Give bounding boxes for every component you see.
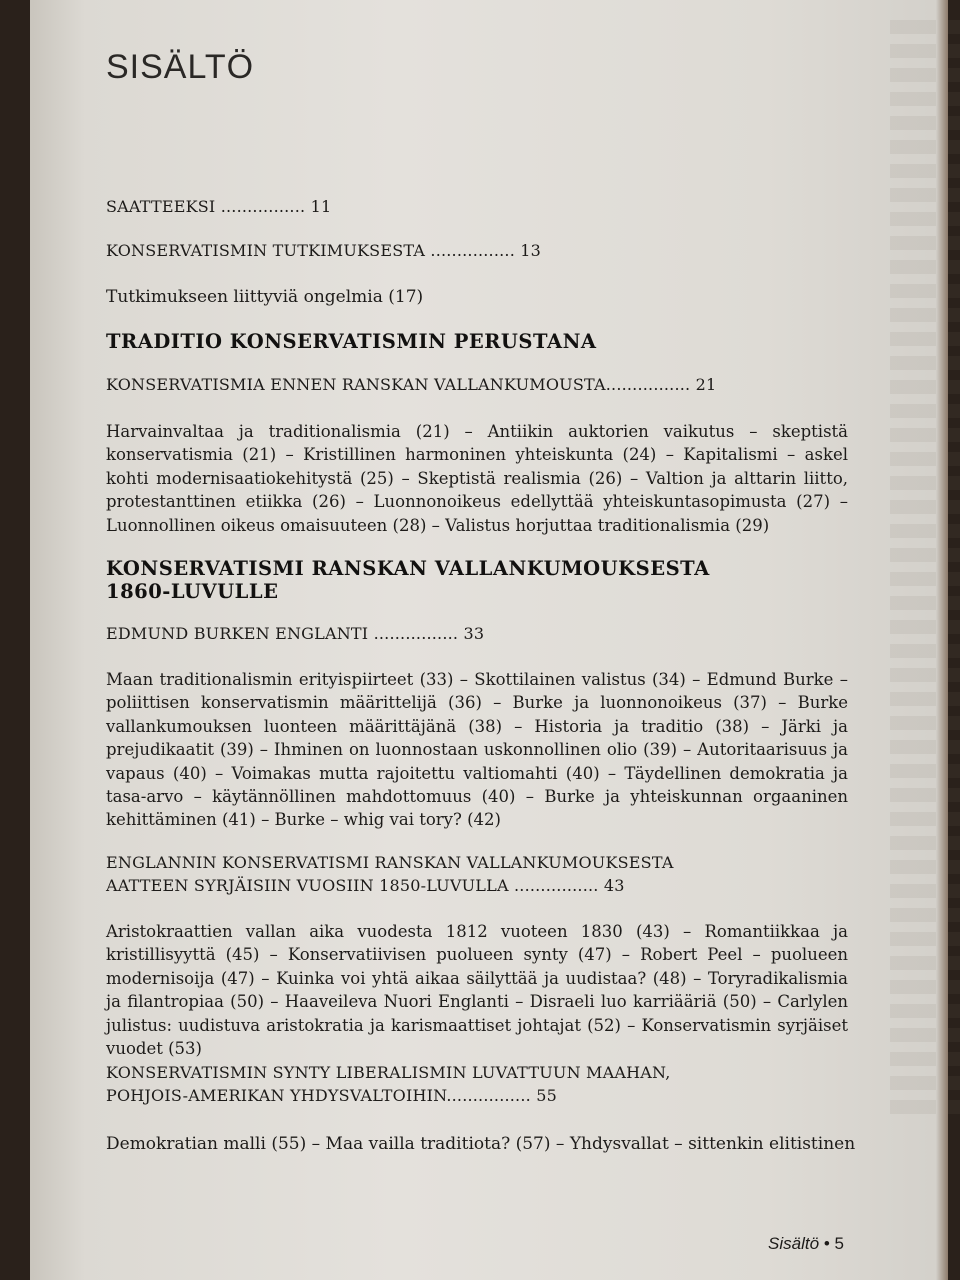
toc-entry-englanti-line1: ENGLANNIN KONSERVATISMI RANSKAN VALLANKUMOUKSESTA (106, 853, 674, 872)
page-title: SISÄLTÖ (106, 48, 255, 86)
toc-subtopics-yhdysvallat: Demokratian malli (55) – Maa vailla traditiota? (57) – Yhdysvallat – sittenkin elitistinen (106, 1134, 856, 1154)
book-page (30, 0, 948, 1280)
toc-entry-burke: EDMUND BURKEN ENGLANTI ................ 33 (106, 624, 485, 643)
toc-entry-englanti-line2: AATTEEN SYRJÄISIIN VUOSIIN 1850-LUVULLA ................ 43 (106, 876, 625, 895)
page-edge (936, 0, 948, 1280)
part-heading-traditio: TRADITIO KONSERVATISMIN PERUSTANA (106, 330, 597, 353)
page-number: 5 (834, 1234, 844, 1253)
show-through-text (890, 20, 960, 1120)
running-footer-section: Sisältö (768, 1234, 820, 1253)
toc-entry-yhdysvallat-line2: POHJOIS-AMERIKAN YHDYSVALTOIHIN................ 55 (106, 1086, 557, 1105)
toc-subtopics-englanti: Aristokraattien vallan aika vuodesta 1812 vuoteen 1830 (43) – Romantiikkaa ja kristillisyyttä (45) – Konservatiivisen puolueen synty (47) – Robert Peel – puolueen modernisoija (47) – Kuinka voi yhtä aikaa säilyttää ja uudistaa? (48) – Toryradikalismia ja filantropiaa (50) – Haaveileva Nuori Englanti – Disraeli luo karriääriä (50) – Carlylen julistus: uudistuva aristokratia ja karismaattiset johtajat (52) – Konservatismin syrjäiset vuodet (53) (106, 922, 848, 1059)
footer-bullet: • (823, 1234, 830, 1253)
toc-entry-saatteeksi: SAATTEEKSI ................ 11 (106, 197, 332, 216)
toc-subtopics-ennen-vallankumousta: Harvainvaltaa ja traditionalismia (21) – Antiikin auktorien vaikutus – skeptistä konservatismia (21) – Kristillinen harmoninen yhteiskunta (24) – Kapitalismi – askel kohti modernisaatiokehitystä (25) – Skeptistä realismia (26) – Valtion ja alttarin liitto, protestanttinen etiikka (26) – Luonnonoikeus edellyttää yhteiskuntasopimusta (27) – Luonnollinen oikeus omaisuuteen (28) – Valistus horjuttaa traditionalismia (29) (106, 422, 848, 535)
toc-entry-yhdysvallat-line1: KONSERVATISMIN SYNTY LIBERALISMIN LUVATTUUN MAAHAN, (106, 1063, 671, 1082)
toc-entry-tutkimuksesta: KONSERVATISMIN TUTKIMUKSESTA ................ 13 (106, 241, 542, 260)
page-footer (768, 1234, 844, 1254)
part-heading-ranskan-vallankumouksesta-line2: 1860-LUVULLE (106, 580, 279, 603)
toc-entry-ennen-vallankumousta: KONSERVATISMIA ENNEN RANSKAN VALLANKUMOUSTA................ 21 (106, 375, 717, 394)
toc-subtopics-tutkimus: Tutkimukseen liittyviä ongelmia (17) (106, 287, 424, 307)
part-heading-ranskan-vallankumouksesta-line1: KONSERVATISMI RANSKAN VALLANKUMOUKSESTA (106, 557, 710, 580)
toc-subtopics-burke: Maan traditionalismin erityispiirteet (33) – Skottilainen valistus (34) – Edmund Burke – poliittisen konservatismin määrittelijä (36) – Burke ja luonnonoikeus (37) – Burke vallankumouksen luonteen määrittäjänä (38) – Historia ja traditio (38) – Järki ja prejudikaatit (39) – Ihminen on luonnostaan uskonnollinen olio (39) – Autoritaarisuus ja vapaus (40) – Voimakas mutta rajoitettu valtiomahti (40) – Täydellinen demokratia ja tasa-arvo – käytännöllinen mahdottomuus (40) – Burke ja yhteiskunnan orgaaninen kehittäminen (41) – Burke – whig vai tory? (42) (106, 670, 848, 830)
